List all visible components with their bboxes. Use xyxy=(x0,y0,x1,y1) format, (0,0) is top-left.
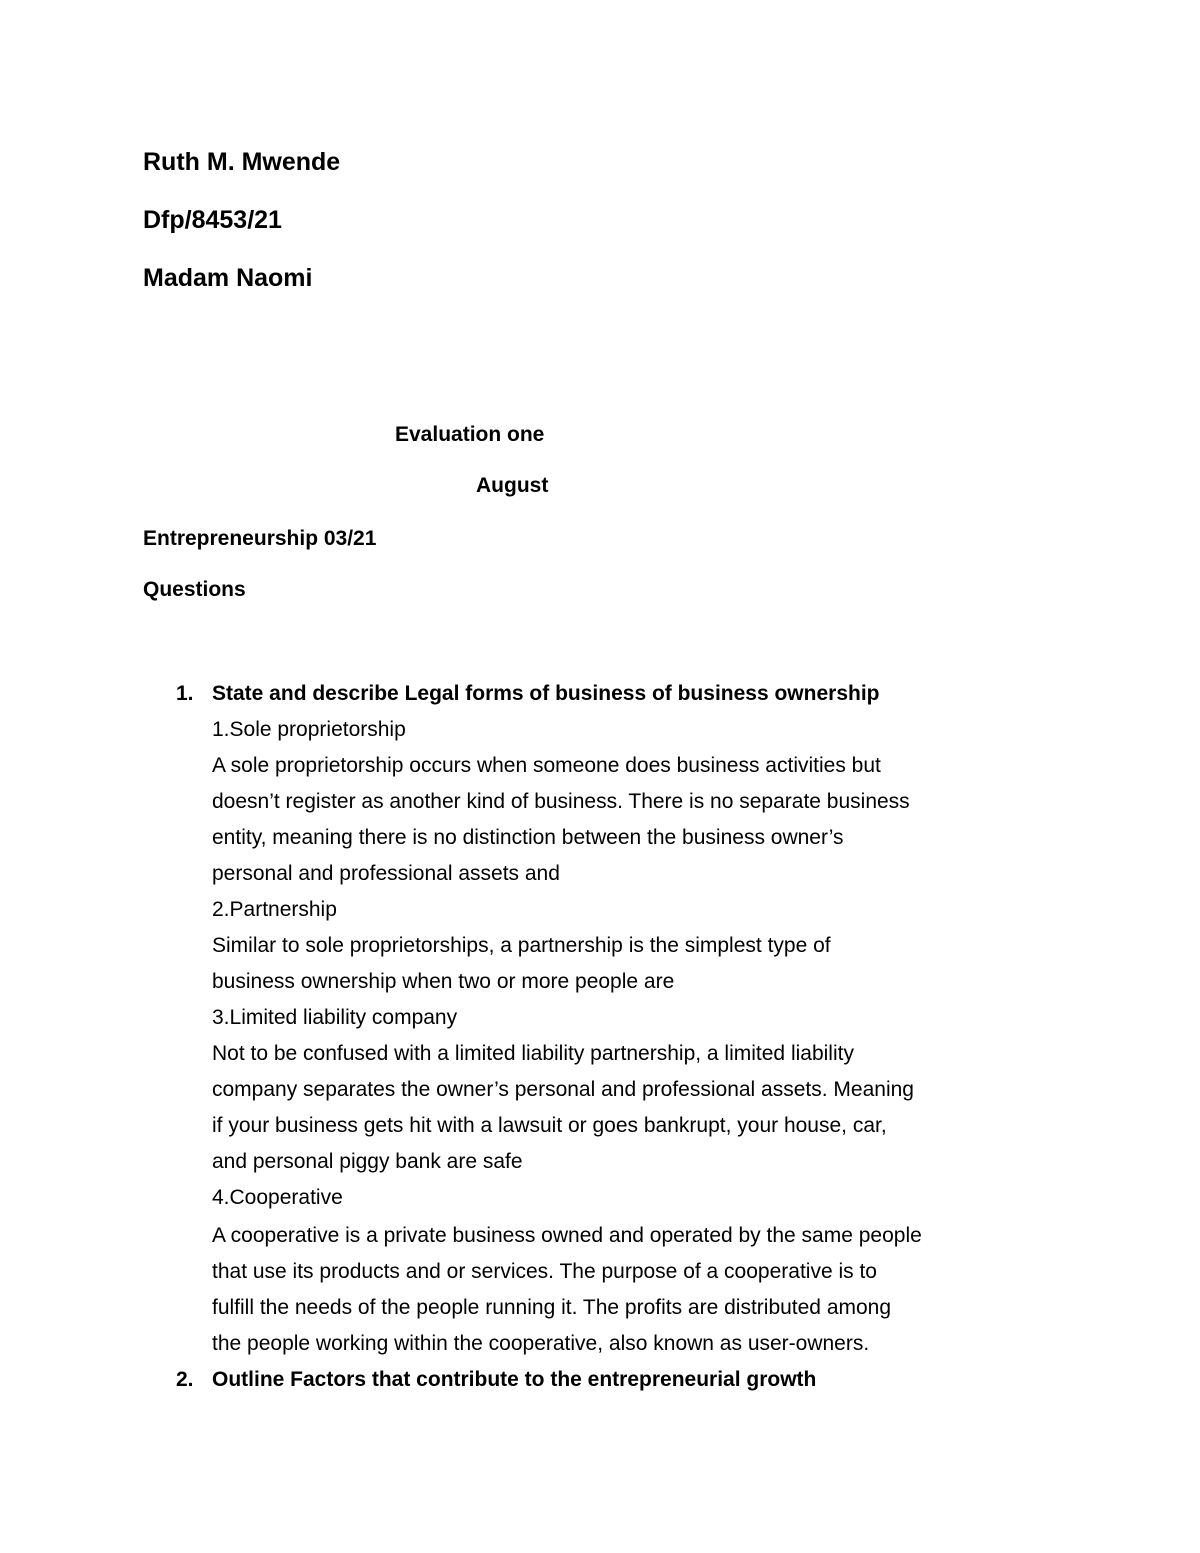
answer-line: that use its products and or services. The purpose of a cooperative is to xyxy=(212,1260,877,1283)
answer-line: personal and professional assets and xyxy=(212,862,560,885)
answer-line: company separates the owner’s personal and professional assets. Meaning xyxy=(212,1078,914,1101)
answer-line: if your business gets hit with a lawsuit or goes bankrupt, your house, car, xyxy=(212,1114,887,1137)
answer-line: the people working within the cooperative, also known as user-owners. xyxy=(212,1332,870,1355)
answer-line: 4.Cooperative xyxy=(212,1186,343,1209)
answer-line: 2.Partnership xyxy=(212,898,337,921)
answer-line: Not to be confused with a limited liability partnership, a limited liability xyxy=(212,1042,854,1065)
answer-line: 3.Limited liability company xyxy=(212,1006,458,1029)
question-1-number: 1. xyxy=(176,682,194,705)
answer-line: 1.Sole proprietorship xyxy=(212,718,406,741)
lecturer-name: Madam Naomi xyxy=(143,264,313,292)
answer-line: A cooperative is a private business owned and operated by the same people xyxy=(212,1224,922,1247)
questions-heading: Questions xyxy=(143,578,246,601)
evaluation-title: Evaluation one xyxy=(395,423,545,446)
registration-number: Dfp/8453/21 xyxy=(143,206,282,234)
evaluation-month: August xyxy=(476,474,549,497)
student-name: Ruth M. Mwende xyxy=(143,148,341,176)
answer-line: and personal piggy bank are safe xyxy=(212,1150,523,1173)
answer-line: A sole proprietorship occurs when someone does business activities but xyxy=(212,754,881,777)
question-1-text: State and describe Legal forms of business of business ownership xyxy=(212,682,880,705)
answer-line: Similar to sole proprietorships, a partnership is the simplest type of xyxy=(212,934,831,957)
answer-line: entity, meaning there is no distinction between the business owner’s xyxy=(212,826,844,849)
answer-line: doesn’t register as another kind of business. There is no separate business xyxy=(212,790,910,813)
answer-line: business ownership when two or more people are xyxy=(212,970,675,993)
question-2-number: 2. xyxy=(176,1368,194,1391)
answer-line: fulfill the needs of the people running it. The profits are distributed among xyxy=(212,1296,892,1319)
question-2-text: Outline Factors that contribute to the entrepreneurial growth xyxy=(212,1368,817,1391)
course-title: Entrepreneurship 03/21 xyxy=(143,527,377,550)
